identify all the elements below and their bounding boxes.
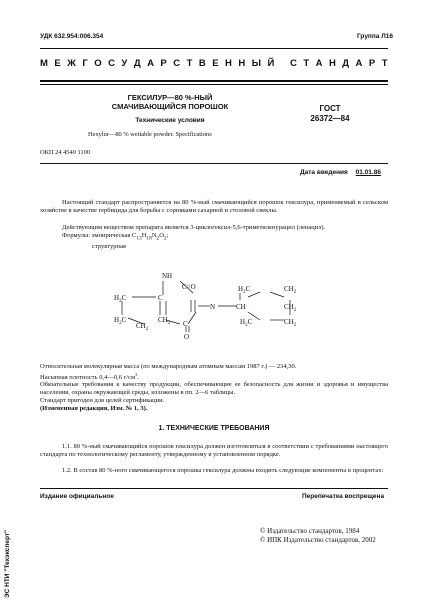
banner-letter: М (40, 58, 49, 69)
interstate-standard-banner (40, 58, 388, 69)
section-1-paragraph-2: 1.2. В состав 80 %-ного смачивающегося порошка гексилура должны входить следующие компоненты в процентах: (62, 467, 384, 474)
atom-ch2-a: $CH_2$ (158, 316, 171, 326)
date-value: 01.01.86 (355, 169, 381, 176)
ring-ch2-top: $CH_2$ (284, 285, 297, 295)
banner-letter: Т (303, 58, 310, 69)
banner-letter: Й (267, 58, 275, 69)
banner-letter: А (315, 58, 323, 69)
banner-letter: Ж (67, 58, 77, 69)
banner-letter: С (108, 58, 116, 69)
intro-paragraph-2: Действующим веществом препарата является 3-циклогексил-5,6-триметиленурацил (ленацил). (62, 224, 326, 231)
document-title (60, 93, 280, 111)
formula-empirical: Формулы: эмпирическая $C_{13}H_{18}N_2O_2$; (62, 232, 169, 242)
date-label: Дата введения (300, 169, 348, 176)
banner-letter: Т (186, 58, 193, 69)
molecular-mass: Относительная молекулярная масса (по международным атомным массам 1987 г.) — 234,30. (40, 363, 297, 370)
footer-rule (40, 488, 388, 489)
atom-h2c-1: $H_2C$ (114, 294, 127, 304)
english-title: Hexylur—80 % wettable powder. Specifications (88, 131, 212, 138)
gost-block (300, 104, 360, 124)
banner-letter: А (355, 58, 363, 69)
banner-letter: Т (381, 58, 388, 69)
banner-letter: Н (225, 58, 233, 69)
title-line-1: ГЕКСИЛУР—80 %-НЫЙ (127, 93, 213, 102)
banner-letter: Д (342, 58, 350, 69)
official-edition: Издание официальное (40, 493, 114, 500)
revision-note: (Измененная редакция, Изм. № 1, 3). (40, 405, 148, 412)
gost-number: 26372—84 (310, 114, 350, 123)
banner-rule-thin (40, 84, 388, 85)
formula-structural-label: структурная (92, 243, 126, 250)
banner-letter: О (94, 58, 102, 69)
banner-letter: С (173, 58, 181, 69)
atom-h2c-2: $H_2C$ (114, 316, 127, 326)
atom-c-left: C (158, 294, 163, 302)
banner-letter: Г (82, 58, 88, 69)
side-stamp: ЭС НТИ "Техэксперт" (4, 529, 11, 598)
certification-note: Стандарт пригоден для целей сертификации. (40, 397, 165, 404)
banner-letter (281, 58, 284, 69)
ring-ch2-right: $CH_2$ (284, 303, 297, 313)
banner-letter: А (147, 58, 155, 69)
bulk-density: Насыпная плотность 0,4—0,6 $г/см^3$. (40, 372, 139, 382)
banner-letter: Д (133, 58, 141, 69)
section-1-heading: 1. ТЕХНИЧЕСКИЕ ТРЕБОВАНИЯ (158, 425, 270, 432)
reprint-forbidden: Перепечатка воспрещена (302, 493, 385, 500)
banner-letter: Н (238, 58, 246, 69)
atom-c-o-top: C=O (182, 283, 196, 291)
okp-rule (40, 163, 388, 164)
document-subtitle: Технические условия (135, 117, 205, 124)
ring-ch2-bottom: $CH_2$ (284, 318, 297, 328)
ring-h2c-top: $H_2C$ (238, 285, 251, 295)
top-rule (40, 48, 388, 49)
intro-paragraph-1: Настоящий стандарт распространяется на 80 %-ный смачивающийся порошок гексилура, применяемый в сельском хозяйстве в качестве гербицида для борьбы с сорняками сахарной и столовой свеклы. (40, 199, 388, 214)
banner-letter: В (198, 58, 206, 69)
atom-nh: NH (162, 272, 173, 280)
atom-o: O (184, 333, 190, 340)
gost-label: ГОСТ (319, 104, 341, 113)
mandatory-requirements: Обязательные требования к качеству продукции, обеспечивающие ее безопасность для жизни и здоровья и имущества населения, охраны окружающей среды, изложены в пп. 2—6 таблицы. (40, 381, 388, 396)
banner-letter: Е (212, 58, 219, 69)
banner-letter: Р (160, 58, 167, 69)
banner-letter: Е (54, 58, 61, 69)
atom-n: N (210, 303, 216, 311)
banner-rule-thick (40, 80, 388, 82)
title-line-2: СМАЧИВАЮЩИЙСЯ ПОРОШОК (111, 102, 229, 111)
section-1-paragraph-1: 1.1. 80 %-ный смачивающийся порошок гексилура должен изготовляться в соответствии с требованиями настоящего стандарта по технологическому регламенту, утвержденному в установленном порядке. (40, 443, 388, 458)
copyright-1: © Издательство стандартов, 1984 (260, 527, 360, 535)
atom-ch: CH (236, 303, 246, 311)
okp-code: ОКП 24 4540 1100 (40, 149, 91, 156)
atom-ch2-bottom: $CH_2$ (136, 322, 149, 332)
ring-h2c-bottom: $H_2C$ (240, 318, 253, 328)
banner-letter: С (289, 58, 298, 69)
banner-letter: У (121, 58, 128, 69)
banner-letter: Р (368, 58, 376, 69)
structural-formula (100, 260, 340, 340)
introduction-date (300, 169, 381, 176)
group-code: Группа Л16 (357, 33, 394, 40)
copyright-2: © ИПК Издательство стандартов, 2002 (260, 536, 376, 544)
banner-letter: Ы (251, 58, 262, 69)
atom-c-bottom: C (183, 320, 188, 328)
banner-letter: Н (328, 58, 337, 69)
udk-code: УДК 632.954:006.354 (40, 33, 104, 40)
